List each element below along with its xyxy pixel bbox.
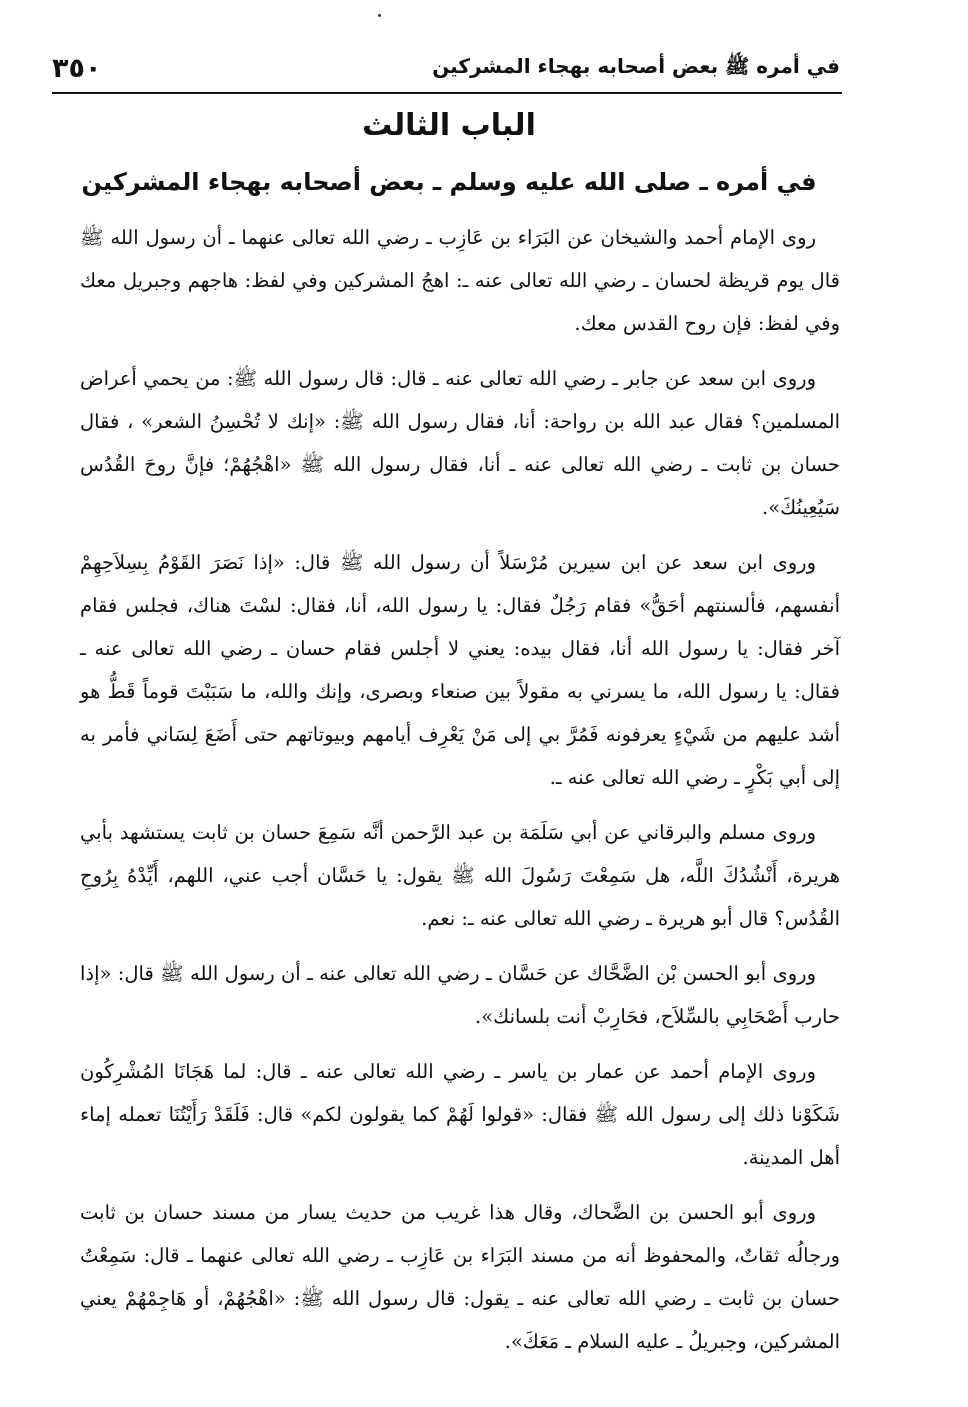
paragraph: وروى أبو الحسن بْن الضَّحَّاك عن حَسَّان ـ رضي الله تعالى عنه ـ أن رسول الله ﷺ قال: «إذا حارب أَصْحَابِي بالسِّلاَح، فحَارِبْ أنت بلسانك».	[80, 962, 840, 1028]
page-number: ٣٥٠	[52, 52, 102, 84]
header-divider	[52, 92, 842, 94]
running-title: في أمره ﷺ بعض أصحابه بهجاء المشركين	[432, 53, 840, 78]
paragraph: وروى ابن سعد عن ابن سيرين مُرْسَلاً أن رسول الله ﷺ قال: «إذا نَصَرَ القَوْمُ بِسِلاَحِهِمْ أنفسهم، فألسنتهم أحَقُّ» فقام رَجُلٌ فقال: يا رسول الله، أنا، فقال: لسْتَ هناك، فجلس فقام آخر فقال: يا رسول الله أنا، فقال بيده: يعني لا أجلس فقام حسان ـ رضي الله تعالى عنه ـ فقال: يا رسول الله، ما يسرني به مقولاً بين صنعاء وبصرى، وإنك والله، ما سَبَبْتَ قوماً قَطُّ هو أشد عليهم من شَيْءٍ يعرفونه فَمُرَّ بي إلى مَنْ يَعْرِف أيامهم وبيوتاتهم حتى أَضَعَ لِسَاني فأمر به إلى أبي بَكْرٍ ـ رضي الله تعالى عنه ـ.	[80, 551, 840, 789]
paragraph: وروى ابن سعد عن جابر ـ رضي الله تعالى عنه ـ قال: قال رسول الله ﷺ: من يحمي أعراض المسلمين؟ فقال عبد الله بن رواحة: أنا، فقال رسول الله ﷺ: «إنك لا تُحْسِنُ الشعر» ، فقال حسان بن ثابت ـ رضي الله تعالى عنه ـ أنا، فقال رسول الله ﷺ «اهْجُهُمْ؛ فإنَّ روحَ القُدُس سَيُعِينُكَ».	[80, 367, 840, 519]
paragraph: وروى أبو الحسن بن الضَّحاك، وقال هذا غريب من حديث يسار من مسند حسان بن ثابت ورجالُه ثقاتٌ، والمحفوظ أنه من مسند البَرَاء بن عَازِب ـ رضي الله تعالى عنهما ـ قال: سَمِعْتُ حسان بن ثابت ـ رضي الله تعالى عنه ـ يقول: قال رسول الله ﷺ: «اهْجُهُمْ، أو هَاجِمْهُمْ يعني المشركين، وجبريلُ ـ عليه السلام ـ مَعَكَ».	[80, 1201, 840, 1353]
chapter-title: الباب الثالث	[362, 108, 536, 143]
chapter-subtitle: في أمره ـ صلى الله عليه وسلم ـ بعض أصحابه بهجاء المشركين	[81, 168, 817, 196]
page-header	[52, 48, 840, 88]
paragraph: وروى مسلم والبرقاني عن أبي سَلَمَة بن عبد الرَّحمن أنَّه سَمِعَ حسان بن ثابت يستشهد بأبي هريرة، أَنْشُدُكَ اللَّه، هل سَمِعْتَ رَسُولَ الله ﷺ يقول: يا حَسَّان أجب عني، اللهم، أَيِّدْهُ بِرُوحِ القُدُس؟ قال أبو هريرة ـ رضي الله تعالى عنه ـ: نعم.	[80, 821, 840, 930]
paragraph: روى الإمام أحمد والشيخان عن البَرَاء بن عَازِب ـ رضي الله تعالى عنهما ـ أن رسول الله ﷺ قال يوم قريظة لحسان ـ رضي الله تعالى عنه ـ: اهجُ المشركين وفي لفظ: هاجهم وجبريل معك وفي لفظ: فإن روح القدس معك.	[80, 226, 840, 335]
paragraph: وروى الإمام أحمد عن عمار بن ياسر ـ رضي الله تعالى عنه ـ قال: لما هَجَانَا المُشْرِكُون شَكَوْنا ذلك إلى رسول الله ﷺ فقال: «قولوا لَهُمْ كما يقولون لكم» قال: فَلَقَدْ رَأَيْتُنَا تعمله إماء أهل المدينة.	[80, 1060, 840, 1169]
body-text	[80, 216, 840, 1375]
speck-mark	[378, 14, 381, 17]
